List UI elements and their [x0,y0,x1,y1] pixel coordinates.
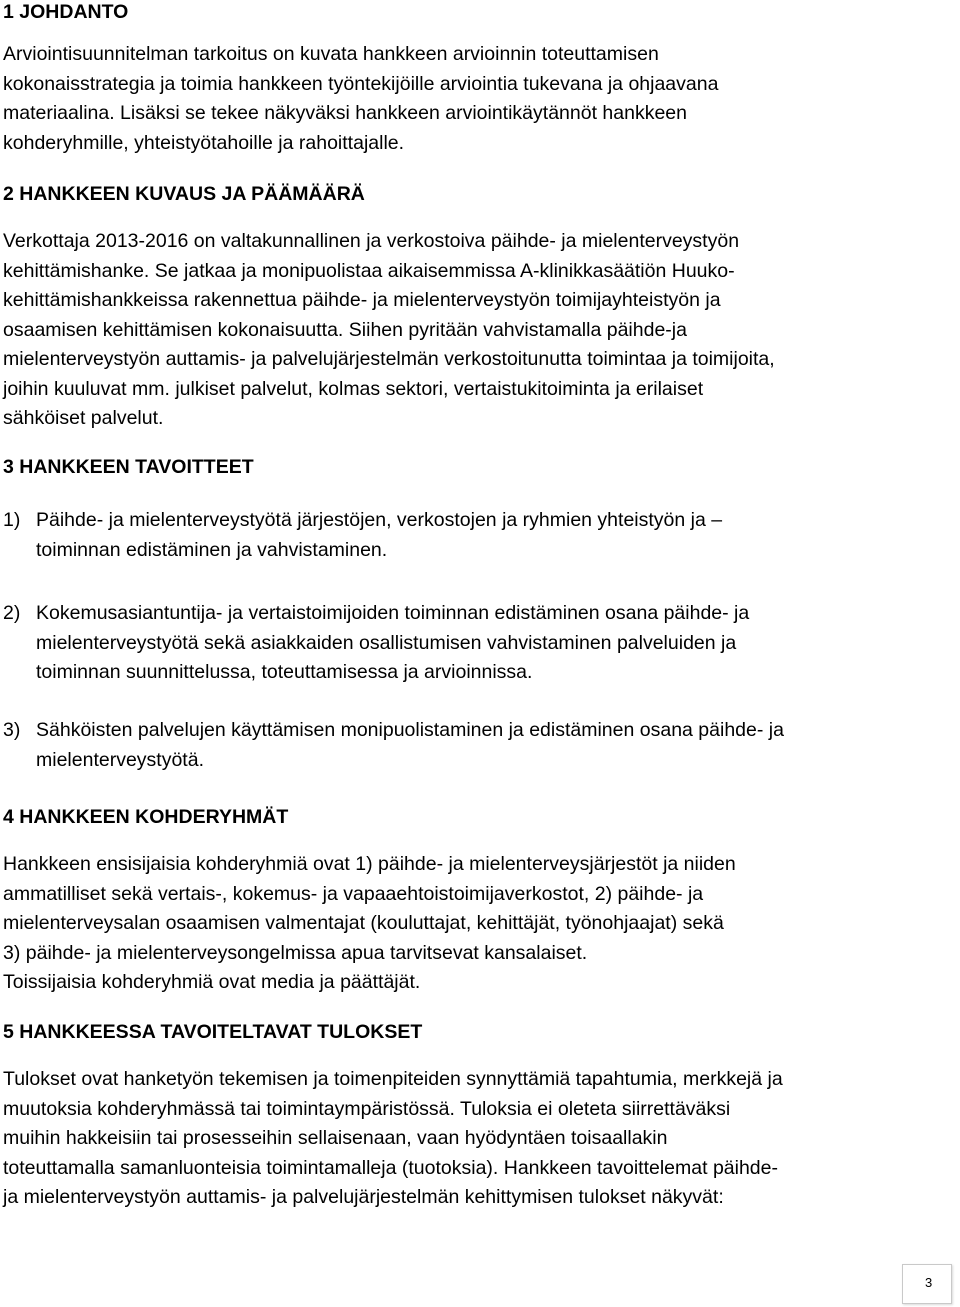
body-line: materiaalina. Lisäksi se tekee näkyväksi hankkeen arviointikäytännöt hankkeen [3,102,687,124]
goal-line: toiminnan edistäminen ja vahvistaminen. [36,538,388,561]
body-line: muutoksia kohderyhmässä tai toimintaympäristössä. Tuloksia ei oleteta siirrettäväksi [3,1097,731,1120]
body-line: Toissijaisia kohderyhmiä ovat media ja päättäjät. [3,971,421,993]
goal-line: Sähköisten palvelujen käyttämisen monipuolistaminen ja edistäminen osana päihde- ja [36,719,784,741]
body-line: sähköiset palvelut. [3,407,164,429]
goal-item-2 [3,599,749,688]
goal-line: Päihde- ja mielenterveystyötä järjestöjen, verkostojen ja ryhmien yhteistyön ja – [36,509,723,531]
body-line: joihin kuuluvat mm. julkiset palvelut, kolmas sektori, vertaistukitoiminta ja erilaiset [3,377,704,400]
body-line: Verkottaja 2013-2016 on valtakunnallinen ja verkostoiva päihde- ja mielenterveystyön [3,230,740,252]
section-1-body [3,40,718,158]
goal-line: Kokemusasiantuntija- ja vertaistoimijoiden toiminnan edistäminen osana päihde- ja [36,602,750,624]
section-3-heading: 3 HANKKEEN TAVOITTEET [3,456,254,478]
body-line: Hankkeen ensisijaisia kohderyhmiä ovat 1) päihde- ja mielenterveysjärjestöt ja niiden [3,853,736,875]
goal-number: 2) [3,602,21,624]
goal-number: 3) [3,719,21,741]
goal-line: mielenterveystyötä. [36,748,204,771]
section-4-body [3,850,736,998]
goal-line: toiminnan suunnittelussa, toteuttamisessa ja arvioinnissa. [36,661,533,683]
section-2-body [3,227,775,434]
goal-number: 1) [3,509,21,531]
body-line: kehittämishankkeissa rakennettua päihde- ja mielenterveystyön toimijayhteistyön ja [3,289,721,311]
body-line: Arviointisuunnitelman tarkoitus on kuvata hankkeen arvioinnin toteuttamisen [3,43,659,65]
section-2-heading: 2 HANKKEEN KUVAUS JA PÄÄMÄÄRÄ [3,183,365,205]
page-number: 3 [925,1275,933,1290]
body-line: kehittämishanke. Se jatkaa ja monipuolistaa aikaisemmissa A-klinikkasäätiön Huuko- [3,259,735,282]
body-line: osaamisen kehittämisen kokonaisuutta. Siihen pyritään vahvistamalla päihde-ja [3,318,687,341]
body-line: muihin hakkeisiin tai prosesseihin sellaisenaan, vaan hyödyntäen toisaallakin [3,1127,668,1149]
body-line: kokonaisstrategia ja toimia hankkeen työntekijöille arviointia tukevana ja ohjaavana [3,72,719,95]
body-line: ammatilliset sekä vertais-, kokemus- ja vapaaehtoistoimijaverkostot, 2) päihde- ja [3,882,704,905]
section-5-body [3,1065,783,1213]
body-line: mielenterveystyön auttamis- ja palvelujärjestelmän verkostoitunutta toimintaa ja toimijoita, [3,348,775,370]
section-5-heading: 5 HANKKEESSA TAVOITELTAVAT TULOKSET [3,1021,423,1043]
goal-line: mielenterveystyötä sekä asiakkaiden osallistumisen vahvistaminen palveluiden ja [36,631,737,654]
body-line: 3) päihde- ja mielenterveysongelmissa apua tarvitsevat kansalaiset. [3,941,588,964]
body-line: Tulokset ovat hanketyön tekemisen ja toimenpiteiden synnyttämiä tapahtumia, merkkejä ja [3,1068,783,1090]
body-line: ja mielenterveystyön auttamis- ja palvelujärjestelmän kehittymisen tulokset näkyvät: [3,1186,724,1208]
goal-item-1 [3,506,722,565]
goal-item-3 [3,716,784,775]
section-1-heading: 1 JOHDANTO [3,1,129,23]
body-line: toteuttamalla samanluonteisia toimintamalleja (tuotoksia). Hankkeen tavoittelemat päihde- [3,1156,778,1179]
page-number-box [902,1264,952,1304]
body-line: kohderyhmille, yhteistyötahoille ja rahoittajalle. [3,131,405,154]
section-1 [3,0,128,27]
body-line: mielenterveysalan osaamisen valmentajat (kouluttajat, kehittäjät, työnohjaajat) sekä [3,912,724,934]
section-4-heading: 4 HANKKEEN KOHDERYHMÄT [3,806,289,828]
